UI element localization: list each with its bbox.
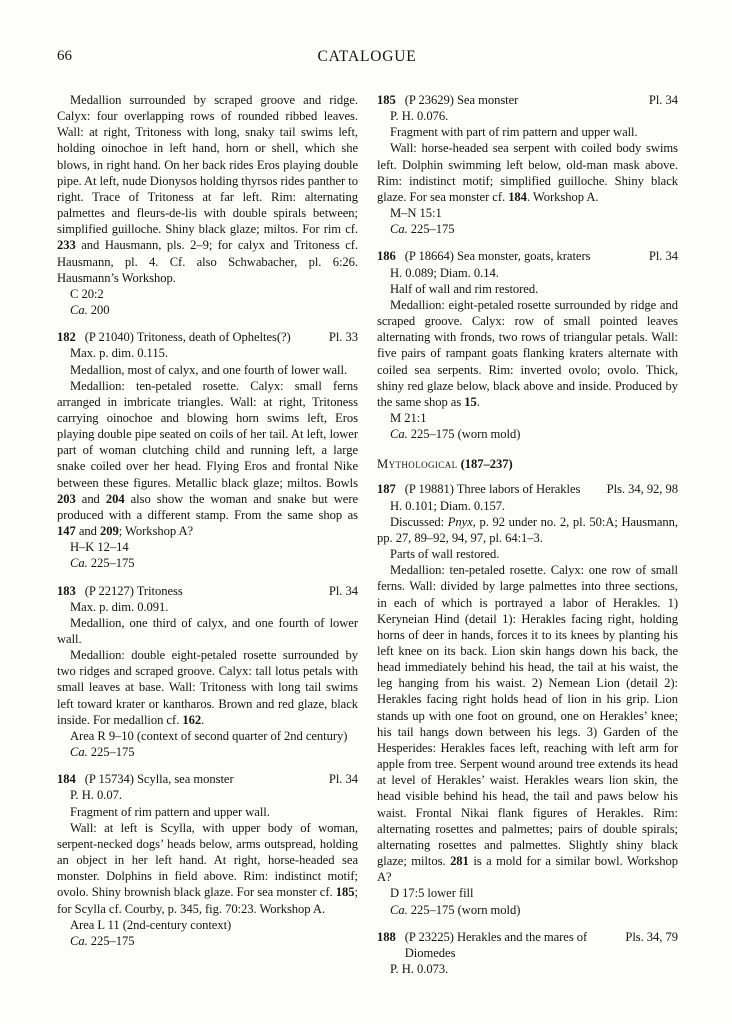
right-column — [377, 92, 678, 977]
plate-reference: Pl. 34 — [648, 249, 678, 264]
text-run: Max. p. dim. 0.091. — [70, 599, 169, 614]
entry-title — [85, 583, 319, 599]
description-paragraph — [57, 378, 358, 540]
text-run: and Hausmann, pls. 2–9; for calyx and Tritoness cf. Hausmann, pl. 4. Cf. also Schwabacher, pl. 6:26. Hausmann’s Workshop. — [57, 238, 358, 285]
text-run: 225–175 (worn mold) — [407, 902, 521, 917]
entry-gap — [57, 318, 358, 329]
entry-gap — [377, 237, 678, 248]
dimensions-line — [57, 345, 358, 361]
text-run: Medallion: double eight-petaled rosette surrounded by two ridges and scraped groove. Calyx: tall lotus petals with small leaves at base. Wall: Tritoness with long tail swims left toward krater or kantharos. Brown and red glaze, black inside. For medallion cf. — [57, 648, 358, 727]
text-run: is a mold for a similar bowl. Workshop A? — [377, 854, 678, 885]
findspot-line — [377, 885, 678, 901]
running-title: CATALOGUE — [317, 48, 417, 65]
date-line — [377, 902, 678, 918]
condition-line — [377, 124, 678, 140]
entry-heading-185 — [377, 92, 678, 108]
text-run: Ca. — [70, 556, 88, 571]
text-run: Ca. — [390, 222, 408, 237]
description-paragraph — [377, 297, 678, 410]
entry-number: 187 — [377, 482, 396, 497]
text-run: H–K 12–14 — [70, 540, 129, 555]
text-run: 15 — [464, 394, 477, 409]
date-line — [377, 426, 678, 442]
text-run: ; for Scylla cf. Courby, p. 345, fig. 70:23. Workshop A. — [57, 885, 358, 916]
description-paragraph — [57, 820, 358, 917]
page-header — [57, 47, 677, 66]
findspot-line — [377, 205, 678, 221]
entry-title — [405, 481, 597, 497]
text-run: Half of wall and rim restored. — [390, 281, 539, 296]
text-run: 203 — [57, 491, 76, 506]
text-run: (P 15734) Scylla, sea monster — [84, 772, 234, 787]
text-run: 225–175 (worn mold) — [407, 427, 521, 442]
text-run: 225–175 — [407, 222, 455, 237]
findspot-line — [57, 286, 358, 302]
text-run: Fragment of rim pattern and upper wall. — [70, 804, 270, 819]
dimensions-line — [57, 599, 358, 615]
text-run: Medallion surrounded by scraped groove and ridge. Calyx: four overlapping rows of rounded ribbed leaves. Wall: at right, Tritoness with long, snaky tail swims left, holding oinochoe in left hand, horn or shell, which she blows, in right hand. On her back rides Eros playing double pipe. At left, nude Dionysos holding thyrsos rides panther to right. Trace of Tritoness at far left. Rim: alternating palmettes and fleurs-de-lis with double spirals between; simplified guilloche. Shiny black glaze; miltos. For rim cf. — [57, 93, 358, 237]
entry-title — [405, 248, 639, 264]
text-run: Ca. — [390, 902, 408, 917]
entry-number: 186 — [377, 249, 396, 264]
text-run: P. H. 0.07. — [70, 788, 122, 803]
entry-heading-186 — [377, 248, 678, 264]
text-run: Wall: horse-headed sea serpent with coiled body swims left. Dolphin swimming left below, old-man mask above. Rim: indistinct motif; simplified guilloche. Shiny black glaze. For sea monster cf. — [377, 141, 678, 204]
text-run: 233 — [57, 238, 76, 253]
plate-reference: Pl. 34 — [328, 772, 358, 787]
entry-title — [85, 771, 319, 787]
text-run: M 21:1 — [390, 410, 427, 425]
condition-line — [377, 546, 678, 562]
text-run: 162 — [182, 712, 202, 727]
text-run: Area R 9–10 (context of second quarter of 2nd century) — [70, 728, 348, 743]
discussion-paragraph — [377, 514, 678, 546]
entry-number: 182 — [57, 330, 76, 345]
findspot-line — [57, 728, 358, 744]
text-run: . Workshop A. — [526, 189, 599, 204]
text-run: (P 18664) Sea monster, goats, kraters — [404, 249, 591, 264]
text-run: Ca. — [70, 303, 88, 318]
plate-reference: Pl. 34 — [648, 93, 678, 107]
text-run: Mythological — [377, 457, 458, 472]
entry-number: 185 — [377, 93, 396, 107]
findspot-line — [57, 539, 358, 555]
text-run: 147 — [57, 524, 76, 539]
date-line — [57, 744, 358, 760]
text-run: M–N 15:1 — [390, 206, 442, 221]
text-run: C 20:2 — [70, 286, 104, 301]
text-run: (P 23225) Herakles and the mares of — [404, 929, 588, 944]
description-paragraph — [57, 647, 358, 728]
text-run: Discussed: — [390, 514, 448, 529]
text-run: Medallion: ten-petaled rosette. Calyx: small ferns arranged in imbricate triangles. Wall: at right, Tritoness carrying oinochoe and blowing horn swims left, Eros playing double pipe seated on coils of her tail. At left, lower part of woman clutching child and running left, a large snake coiled over her head. Flying Eros and frontal Nike between these figures. Metallic black glaze; miltos. Bowls — [57, 378, 358, 490]
condition-line — [377, 281, 678, 297]
entry-gap — [57, 572, 358, 583]
date-line — [377, 221, 678, 237]
text-run: 225–175 — [87, 556, 135, 571]
text-run: 225–175 — [87, 745, 135, 760]
entry-number: 183 — [57, 583, 76, 598]
dimensions-line — [377, 961, 678, 977]
entry-heading-187 — [377, 481, 678, 497]
text-run: ; Workshop A? — [118, 524, 194, 539]
entry-heading-182 — [57, 329, 358, 345]
entry-gap — [377, 442, 678, 456]
text-run: . — [476, 394, 480, 409]
findspot-line — [57, 917, 358, 933]
text-run: also show the woman and snake but were produced with a different stamp. From the same shop as — [57, 491, 358, 522]
two-column-text-block — [57, 92, 677, 977]
text-run: Ca. — [70, 933, 88, 948]
text-run: Medallion, most of calyx, and one fourth of lower wall. — [70, 362, 348, 377]
text-run: Medallion: ten-petaled rosette. Calyx: one row of small ferns. Wall: divided by large palmettes into three sections, in each of which is portrayed a labor of Herakles. 1) Keryneian Hind (detail 1): Herakles facing right, holding horns of deer in hands, forces it to its knees by planting his left knee on its back. Lion skin hangs down his back, the head immediately behind his head, the tail at his waist, the leg hanging from his waist. 2) Nemean Lion (detail 2): Herakles facing right holds head of lion in his grip. Lion stands up with one foot on ground, one on Herakles’ knee; his tail hangs down between his legs. 3) Garden of the Hesperides: Herakles faces left, reaching with left arm for apple from tree. Serpent wound around tree extends its head at level of Herakles’ waist. Herakles wears lion skin, the head visible behind his head, the tail and paws below his waist. Frontal Nikai flank figures of Herakles. Rim: alternating rosettes and palmettes; pairs of double spirals; alternating rosettes and palmettes. Slightly shiny black glaze; miltos. — [377, 563, 678, 869]
dimensions-line — [377, 108, 678, 124]
date-line — [57, 555, 358, 571]
text-run: Area L 11 (2nd-century context) — [70, 917, 232, 932]
text-run: (P 22127) Tritoness — [84, 583, 183, 598]
text-run: H. 0.101; Diam. 0.157. — [390, 498, 506, 513]
text-run: Max. p. dim. 0.115. — [70, 346, 168, 361]
entry-title — [85, 329, 319, 345]
text-run: Ca. — [390, 427, 408, 442]
entry-gap — [377, 472, 678, 481]
text-run: p. 92 under no. 2, pl. 50:A; Hausmann, pp. 27, 89–92, 94, 97, pl. 64:1–3. — [377, 514, 679, 545]
text-run: P. H. 0.073. — [390, 961, 449, 976]
text-run: (P 19881) Three labors of Herakles — [404, 482, 581, 497]
page-number: 66 — [57, 48, 72, 64]
description-paragraph — [377, 562, 678, 885]
description-paragraph — [377, 140, 678, 205]
entry-title — [405, 929, 616, 961]
text-run: 184 — [508, 189, 527, 204]
text-run: (187–237) — [460, 457, 513, 472]
text-run: 204 — [105, 491, 125, 506]
plate-reference: Pl. 34 — [328, 583, 358, 598]
text-run: Medallion, one third of calyx, and one fourth of lower wall. — [57, 615, 358, 646]
dimensions-line — [377, 265, 678, 281]
text-run: (P 21040) Tritoness, death of Opheltes(?) — [84, 330, 291, 345]
plate-reference: Pls. 34, 79 — [625, 929, 678, 944]
entry-heading-183 — [57, 583, 358, 599]
plate-reference: Pl. 33 — [328, 330, 358, 345]
section-heading — [377, 456, 678, 472]
text-run: Pnyx, — [447, 514, 476, 529]
plate-reference: Pls. 34, 92, 98 — [606, 482, 678, 497]
text-run: 185 — [335, 885, 355, 900]
entry-gap — [377, 918, 678, 929]
text-run: Fragment with part of rim pattern and upper wall. — [390, 125, 638, 140]
continuation-paragraph — [57, 92, 358, 286]
text-run: Diomedes — [404, 945, 456, 960]
text-run: 225–175 — [87, 933, 135, 948]
entry-number: 184 — [57, 772, 76, 787]
text-run: and — [75, 524, 100, 539]
condition-line — [57, 804, 358, 820]
text-run: Ca. — [70, 745, 88, 760]
text-run: . — [201, 712, 205, 727]
text-run: and — [75, 491, 106, 506]
condition-line — [57, 362, 358, 378]
text-run: Medallion: eight-petaled rosette surrounded by ridge and scraped groove. Calyx: row of small pointed leaves alternating with fronds, two rows of triangular petals. Wall: five pairs of rampant goats flanking kraters alternate with coiled sea serpents. Rim: inverted ovolo; ovolo. Thick, shiny red glaze below, black above and inside. Produced by the same shop as — [377, 297, 678, 409]
text-run: P. H. 0.076. — [390, 109, 449, 124]
text-run: D 17:5 lower fill — [390, 886, 474, 901]
text-run: 200 — [87, 303, 110, 318]
date-line — [57, 302, 358, 318]
text-run: 281 — [450, 854, 469, 869]
condition-line — [57, 615, 358, 647]
entry-gap — [57, 760, 358, 771]
dimensions-line — [377, 498, 678, 514]
text-run: H. 0.089; Diam. 0.14. — [390, 265, 499, 280]
entry-heading-188 — [377, 929, 678, 961]
text-run: (P 23629) Sea monster — [404, 93, 519, 107]
text-run: Wall: at left is Scylla, with upper body of woman, serpent-necked dogs’ heads below, arms outspread, holding an object in her left hand. At right, horse-headed sea monster. Dolphins in field above. Rim: indistinct motif; ovolo. Shiny brownish black glaze. For sea monster cf. — [57, 820, 358, 900]
left-column — [57, 92, 358, 949]
text-run: Parts of wall restored. — [390, 547, 500, 562]
date-line — [57, 933, 358, 949]
entry-title — [405, 92, 639, 108]
entry-number: 188 — [377, 929, 396, 944]
dimensions-line — [57, 787, 358, 803]
entry-heading-184 — [57, 771, 358, 787]
findspot-line — [377, 410, 678, 426]
text-run: 209 — [99, 524, 119, 539]
